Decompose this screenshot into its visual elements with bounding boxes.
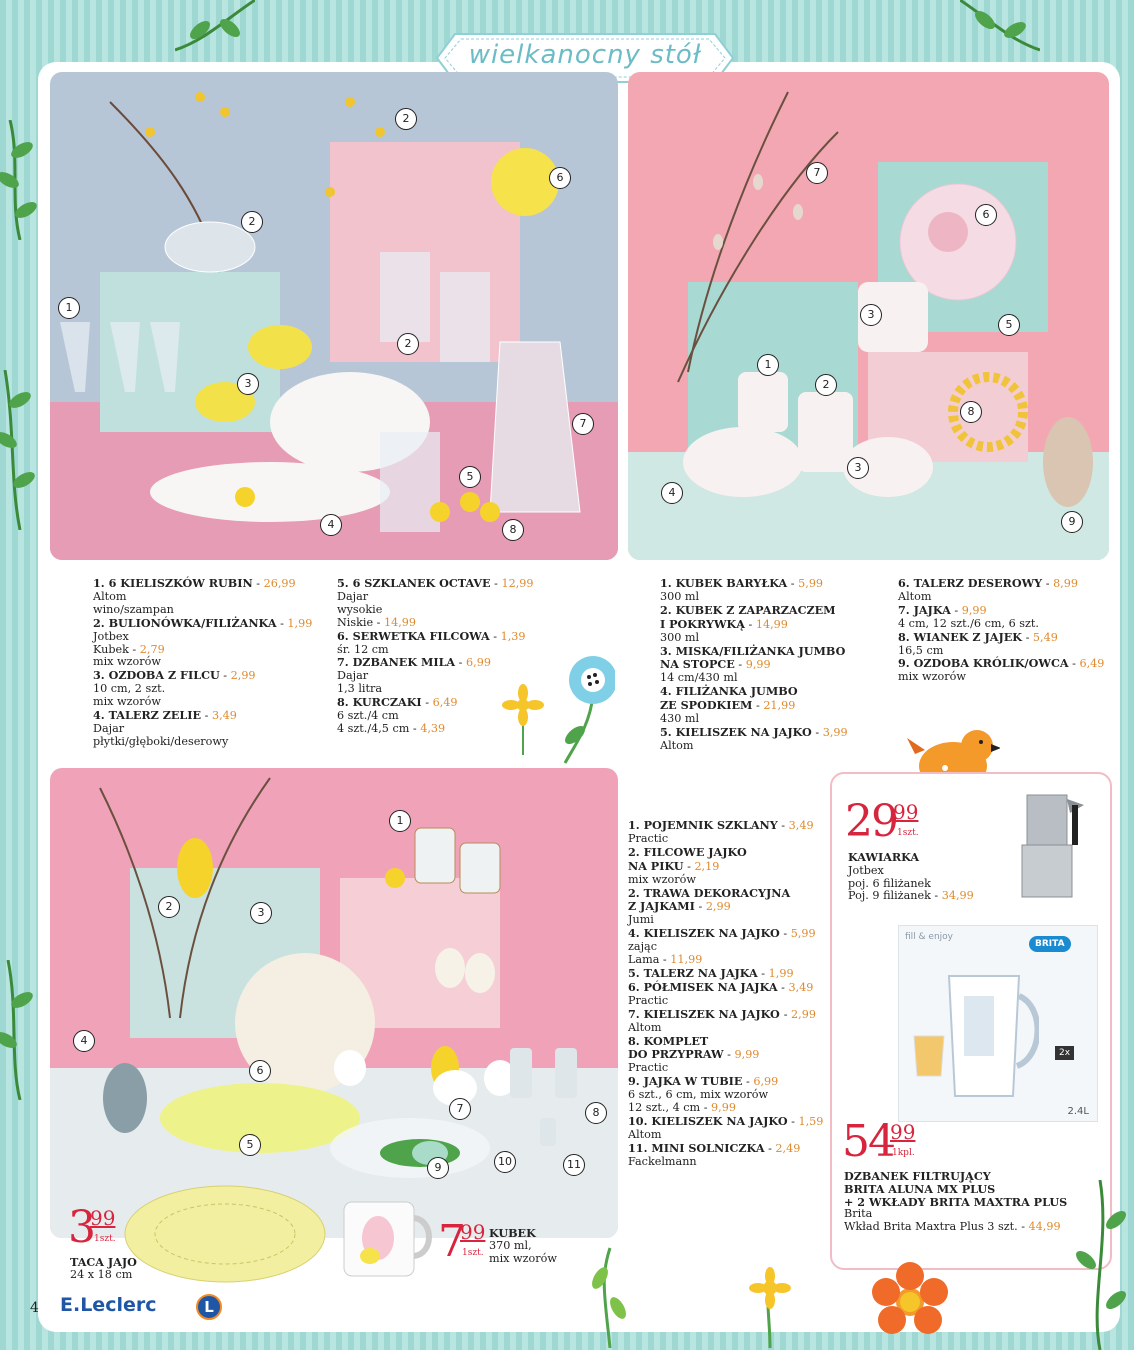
leaf-branch-icon bbox=[0, 960, 40, 1100]
marker: 9 bbox=[427, 1157, 449, 1179]
list-item: 3. MISKA/FILIŻANKA JUMBO NA STOPCE - 9,99 14 cm/430 ml bbox=[660, 643, 846, 685]
product-kubek: KUBEK 370 ml, mix wzorów bbox=[489, 1226, 557, 1265]
list-item: 4. TALERZ ZELIE - 3,49 Dajar płytki/głęboki/deserowy bbox=[93, 708, 237, 748]
moka-pot-image bbox=[1012, 785, 1092, 905]
brita-logo: BRITA bbox=[1029, 936, 1071, 952]
marker: 3 bbox=[237, 373, 259, 395]
marker: 4 bbox=[73, 1030, 95, 1052]
marker: 6 bbox=[549, 167, 571, 189]
mug-image bbox=[336, 1196, 436, 1280]
marker: 5 bbox=[239, 1134, 261, 1156]
list-item: 8. WIANEK Z JAJEK - 5,49 16,5 cm bbox=[898, 629, 1058, 657]
marker: 3 bbox=[860, 304, 882, 326]
product-taca: TACA JAJO 24 x 18 cm bbox=[70, 1255, 137, 1281]
list-item: 5. 6 SZKLANEK OCTAVE - 12,99 Dajar wysokie Niskie - 14,99 bbox=[337, 576, 534, 629]
list-item: 1. 6 KIELISZKÓW RUBIN - 26,99 Altom wino/szampan bbox=[93, 576, 296, 616]
brita-size: 2.4L bbox=[1067, 1106, 1089, 1117]
list-item: 4. FILIŻANKA JUMBO ZE SPODKIEM - 21,99 430 ml bbox=[660, 684, 798, 726]
marker: 3 bbox=[847, 457, 869, 479]
list-item: 6. PÓŁMISEK NA JAJKA - 3,49 Practic bbox=[628, 979, 814, 1007]
marker: 1 bbox=[58, 297, 80, 319]
list-item: 5. TALERZ NA JAJKA - 1,99 bbox=[628, 965, 794, 980]
product-list-2a bbox=[660, 577, 890, 753]
marker: 8 bbox=[502, 519, 524, 541]
product-list-3 bbox=[628, 819, 828, 1169]
list-item: 9. JAJKA W TUBIE - 6,99 6 szt., 6 cm, mix wzorów 12 szt., 4 cm - 9,99 bbox=[628, 1074, 779, 1115]
list-item: 6. SERWETKA FILCOWA - 1,39 śr. 12 cm bbox=[337, 628, 526, 656]
marker: 5 bbox=[998, 314, 1020, 336]
pitcher-image bbox=[909, 966, 1039, 1106]
marker: 4 bbox=[661, 482, 683, 504]
brita-box-label: fill & enjoy bbox=[905, 932, 953, 942]
marker: 10 bbox=[494, 1151, 516, 1173]
list-item: 10. KIELISZEK NA JAJKO - 1,59 Altom bbox=[628, 1113, 824, 1141]
product-list-2b bbox=[898, 577, 1118, 684]
brand-logo-icon: L bbox=[196, 1294, 222, 1320]
marker: 1 bbox=[757, 354, 779, 376]
list-item: 5. KIELISZEK NA JAJKO - 3,99 Altom bbox=[660, 724, 848, 752]
flower-icon bbox=[850, 1246, 980, 1350]
marker: 2 bbox=[158, 896, 180, 918]
marker: 6 bbox=[249, 1060, 271, 1082]
list-item: 6. TALERZ DESEROWY - 8,99 Altom bbox=[898, 576, 1078, 603]
price-kubek: 7 99 1szt. bbox=[438, 1216, 486, 1267]
list-item: 2. TRAWA DEKORACYJNA Z JAJKAMI - 2,99 Jumi bbox=[628, 885, 791, 927]
list-item: 8. KURCZAKI - 6,49 6 szt./4 cm 4 szt./4,5 cm - 4,39 bbox=[337, 695, 458, 735]
brita-badge: 2x bbox=[1055, 1046, 1074, 1060]
page-number: 4 bbox=[30, 1300, 39, 1316]
brand-logo: E.Leclerc bbox=[60, 1294, 157, 1316]
list-item: 4. KIELISZEK NA JAJKO - 5,99 zając Lama - 11,99 bbox=[628, 926, 816, 967]
price-kawiarka: 29 99 1szt. bbox=[845, 796, 919, 847]
price-taca: 3 99 1szt. bbox=[68, 1202, 116, 1253]
leaf-branch-icon bbox=[960, 0, 1040, 60]
list-item: 7. DZBANEK MILA - 6,99 Dajar 1,3 litra bbox=[337, 655, 491, 696]
marker: 3 bbox=[250, 902, 272, 924]
list-item: 7. JAJKA - 9,99 4 cm, 12 szt./6 cm, 6 szt. bbox=[898, 602, 1039, 630]
leaf-branch-icon bbox=[0, 120, 40, 240]
list-item: 7. KIELISZEK NA JAJKO - 2,99 Altom bbox=[628, 1006, 816, 1034]
flower-icon bbox=[495, 655, 615, 765]
list-item: 8. KOMPLET DO PRZYPRAW - 9,99 Practic bbox=[628, 1033, 760, 1075]
photo-table-egg-decor bbox=[50, 768, 618, 1238]
marker: 4 bbox=[320, 514, 342, 536]
list-item: 3. OZDOBA Z FILCU - 2,99 10 cm, 2 szt. mix wzorów bbox=[93, 668, 256, 709]
page-title: wielkanocny stół bbox=[468, 40, 702, 70]
price-brita: 54 99 1kpl. bbox=[842, 1116, 916, 1167]
marker: 2 bbox=[815, 374, 837, 396]
marker: 9 bbox=[1061, 511, 1083, 533]
product-brita: DZBANEK FILTRUJĄCY BRITA ALUNA MX PLUS + 2 WKŁADY BRITA MAXTRA PLUS Brita Wkład Brita Maxtra Plus 3 szt. - 44,99 bbox=[844, 1169, 1068, 1234]
product-list-1a bbox=[93, 577, 333, 749]
marker: 11 bbox=[563, 1154, 585, 1176]
marker: 1 bbox=[389, 810, 411, 832]
list-item: 1. KUBEK BARYŁKA - 5,99 300 ml bbox=[660, 576, 824, 603]
marker: 7 bbox=[572, 413, 594, 435]
brita-box-image bbox=[898, 925, 1098, 1122]
leaf-branch-icon bbox=[175, 0, 255, 60]
flower-icon bbox=[570, 1238, 830, 1348]
list-item: 9. OZDOBA KRÓLIK/OWCA - 6,49 mix wzorów bbox=[898, 656, 1105, 684]
list-item: 2. FILCOWE JAJKO NA PIKU - 2,19 mix wzorów bbox=[628, 844, 747, 886]
photo-table-glassware bbox=[50, 72, 618, 560]
leaf-branch-icon bbox=[1060, 1180, 1134, 1350]
marker: 5 bbox=[459, 466, 481, 488]
marker: 2 bbox=[241, 211, 263, 233]
marker: 7 bbox=[806, 162, 828, 184]
marker: 8 bbox=[585, 1102, 607, 1124]
leaf-branch-icon bbox=[0, 370, 40, 530]
marker: 2 bbox=[395, 108, 417, 130]
marker: 8 bbox=[960, 401, 982, 423]
list-item: 2. KUBEK Z ZAPARZACZEM I POKRYWKĄ - 14,99 300 ml bbox=[660, 602, 836, 644]
list-item: 11. MINI SOLNICZKA - 2,49 Fackelmann bbox=[628, 1140, 801, 1168]
list-item: 1. POJEMNIK SZKLANY - 3,49 Practic bbox=[628, 818, 814, 845]
marker: 2 bbox=[397, 333, 419, 355]
marker: 6 bbox=[975, 204, 997, 226]
marker: 7 bbox=[449, 1098, 471, 1120]
product-kawiarka: KAWIARKA Jotbex poj. 6 filiżanek Poj. 9 filiżanek - 34,99 bbox=[848, 850, 974, 903]
list-item: 2. BULIONÓWKA/FILIŻANKA - 1,99 Jotbex Kubek - 2,79 mix wzorów bbox=[93, 615, 313, 669]
